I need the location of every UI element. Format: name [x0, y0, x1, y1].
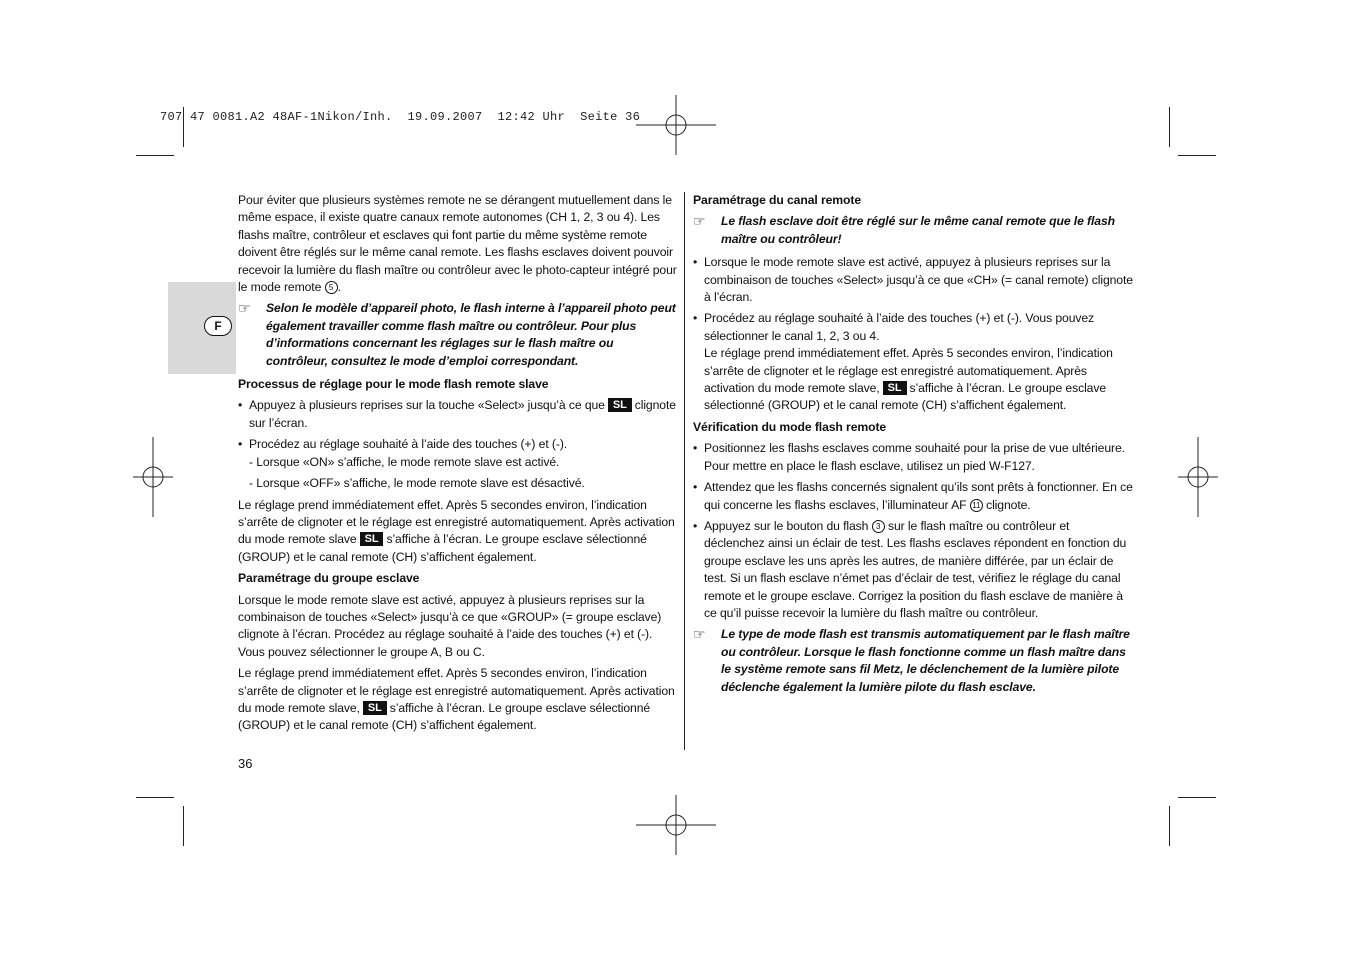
- list-item: • Procédez au réglage souhaité à l’aide des touches (+) et (-). Vous pouvez sélectionner le canal 1, 2, 3 ou 4. Le réglage prend immédiatement effet. Après 5 secondes environ, l’indication s’arrête de clignoter et le réglage est enregistré automatiquement. Après activation du mode remote slave, SL s’affiche à l’écran. Le groupe esclave sélectionné (GROUP) et le canal remote (CH) s’affichent également.: [693, 311, 1113, 413]
- crop-mark: [1178, 155, 1216, 156]
- column-divider: [684, 192, 685, 750]
- list-item: • Procédez au réglage souhaité à l’aide des touches (+) et (-).: [238, 436, 678, 453]
- bullet-icon: •: [693, 441, 698, 456]
- sub-item-on: - Lorsque «ON» s’affiche, le mode remote slave est activé.: [249, 454, 560, 469]
- registration-mark-top: [636, 95, 716, 155]
- paragraph-group-activation: Le réglage prend immédiatement effet. Après 5 secondes environ, l’indication s’arrête de clignoter et le réglage est enregistré automatiquement. Après activation du mode remote slave, SL s’affiche à l’écran. Le groupe esclave sélectionné (GROUP) et le canal remote (CH) s’affichent également.: [238, 666, 675, 733]
- sl-display-badge: SL: [360, 532, 384, 546]
- list-item: • Lorsque le mode remote slave est activé, appuyez à plusieurs reprises sur la combinaison de touches «Select» jusqu’à ce que «CH» (= canal remote) clignote à l’écran.: [693, 255, 1133, 305]
- sub-item-off: - Lorsque «OFF» s’affiche, le mode remote slave est désactivé.: [249, 476, 585, 491]
- reference-number: 3: [872, 520, 885, 533]
- section-heading-verification: Vérification du mode flash remote: [693, 419, 887, 434]
- crop-mark: [136, 155, 174, 156]
- registration-mark-left: [133, 437, 173, 517]
- language-tab-letter: F: [204, 316, 232, 336]
- right-column: [693, 192, 1133, 702]
- crop-mark: [1178, 797, 1216, 798]
- sl-display-badge: SL: [883, 381, 907, 395]
- paragraph-activation: Le réglage prend immédiatement effet. Après 5 secondes environ, l’indication s’arrête de clignoter et le réglage est enregistré automatiquement. Après activation du mode remote slave SL s’affiche à l’écran. Le groupe esclave sélectionné (GROUP) et le canal remote (CH) s’affichent également.: [238, 497, 675, 564]
- note-master-transmission: ☞ Le type de mode flash est transmis automatiquement par le flash maître ou contrôleur. Lorsque le flash fonctionne comme un flash maître dans le système remote sans fil Metz, le déclenchement de la lumière pilote déclenche également la lumière pilote du flash esclave.: [693, 626, 1130, 694]
- left-column: [238, 192, 678, 739]
- note-channel: ☞ Le flash esclave doit être réglé sur le même canal remote que le flash maître ou contrôleur!: [693, 213, 1116, 246]
- sl-display-badge: SL: [608, 398, 632, 412]
- list-item: • Attendez que les flashs concernés signalent qu’ils sont prêts à fonctionner. En ce qui concerne les flashs esclaves, l’illuminateur AF 11 clignote.: [693, 480, 1133, 512]
- pointing-hand-icon: ☞: [238, 300, 251, 317]
- page-number: 36: [238, 756, 253, 771]
- note-camera-flash: ☞ Selon le modèle d’appareil photo, le flash interne à l’appareil photo peut également travailler comme flash maître ou contrôleur. Pour plus d’informations concernant les réglages sur le flash maître ou contrôleur, consultez le mode d’emploi correspondant.: [238, 300, 676, 368]
- bullet-icon: •: [693, 480, 698, 495]
- crop-mark: [1169, 107, 1170, 147]
- paragraph-group: Lorsque le mode remote slave est activé, appuyez à plusieurs reprises sur la combinaison de touches «Select» jusqu’à ce que «GROUP» (= groupe esclave) clignote à l’écran. Procédez au réglage souhaité à l’aide des touches (+) et (-). Vous pouvez sélectionner le groupe A, B ou C.: [238, 592, 662, 659]
- print-header: 707 47 0081.A2 48AF-1Nikon/Inh. 19.09.2007 12:42 Uhr Seite 36: [160, 110, 641, 124]
- crop-mark: [183, 806, 184, 846]
- crop-mark: [1169, 806, 1170, 846]
- pointing-hand-icon: ☞: [693, 626, 706, 643]
- section-heading-slave-mode: Processus de réglage pour le mode flash remote slave: [238, 377, 549, 392]
- list-item: • Appuyez à plusieurs reprises sur la touche «Select» jusqu’à ce que SL clignote sur l’écran.: [238, 398, 676, 430]
- sl-display-badge: SL: [363, 701, 387, 715]
- reference-number: 5: [325, 281, 338, 294]
- section-heading-channel: Paramétrage du canal remote: [693, 193, 861, 207]
- bullet-icon: •: [693, 255, 698, 270]
- intro-paragraph: Pour éviter que plusieurs systèmes remote ne se dérangent mutuellement dans le même espace, il existe quatre canaux remote autonomes (CH 1, 2, 3 ou 4). Les flashs maître, contrôleur et esclaves qui font partie du même système remote doivent être réglés sur le même canal remote. Les flashs esclaves doivent pouvoir recevoir la lumière du flash maître ou contrôleur avec le photo-capteur intégré pour le mode remote 5 .: [238, 193, 677, 295]
- bullet-icon: •: [693, 518, 698, 533]
- registration-mark-right: [1178, 437, 1218, 517]
- registration-mark-bottom: [636, 795, 716, 855]
- pointing-hand-icon: ☞: [693, 213, 706, 230]
- bullet-icon: •: [238, 437, 243, 452]
- crop-mark: [136, 797, 174, 798]
- bullet-icon: •: [693, 311, 698, 326]
- reference-number: 11: [970, 499, 983, 512]
- list-item: • Positionnez les flashs esclaves comme souhaité pour la prise de vue ultérieure. Pour mettre en place le flash esclave, utilisez un pied W-F127.: [693, 441, 1125, 473]
- list-item: • Appuyez sur le bouton du flash 3 sur le flash maître ou contrôleur et déclenchez ainsi un éclair de test. Les flashs esclaves répondent en fonction du groupe esclave les uns après les autres, de manière différée, par un éclair de test. Si un flash esclave n’émet pas d’éclair de test, vérifiez le réglage du canal remote et le groupe esclave. Corrigez la position du flash esclave de manière à ce qu’il puisse recevoir la lumière du flash maître ou contrôleur.: [693, 518, 1127, 620]
- section-heading-group: Paramétrage du groupe esclave: [238, 571, 420, 586]
- bullet-icon: •: [238, 398, 243, 413]
